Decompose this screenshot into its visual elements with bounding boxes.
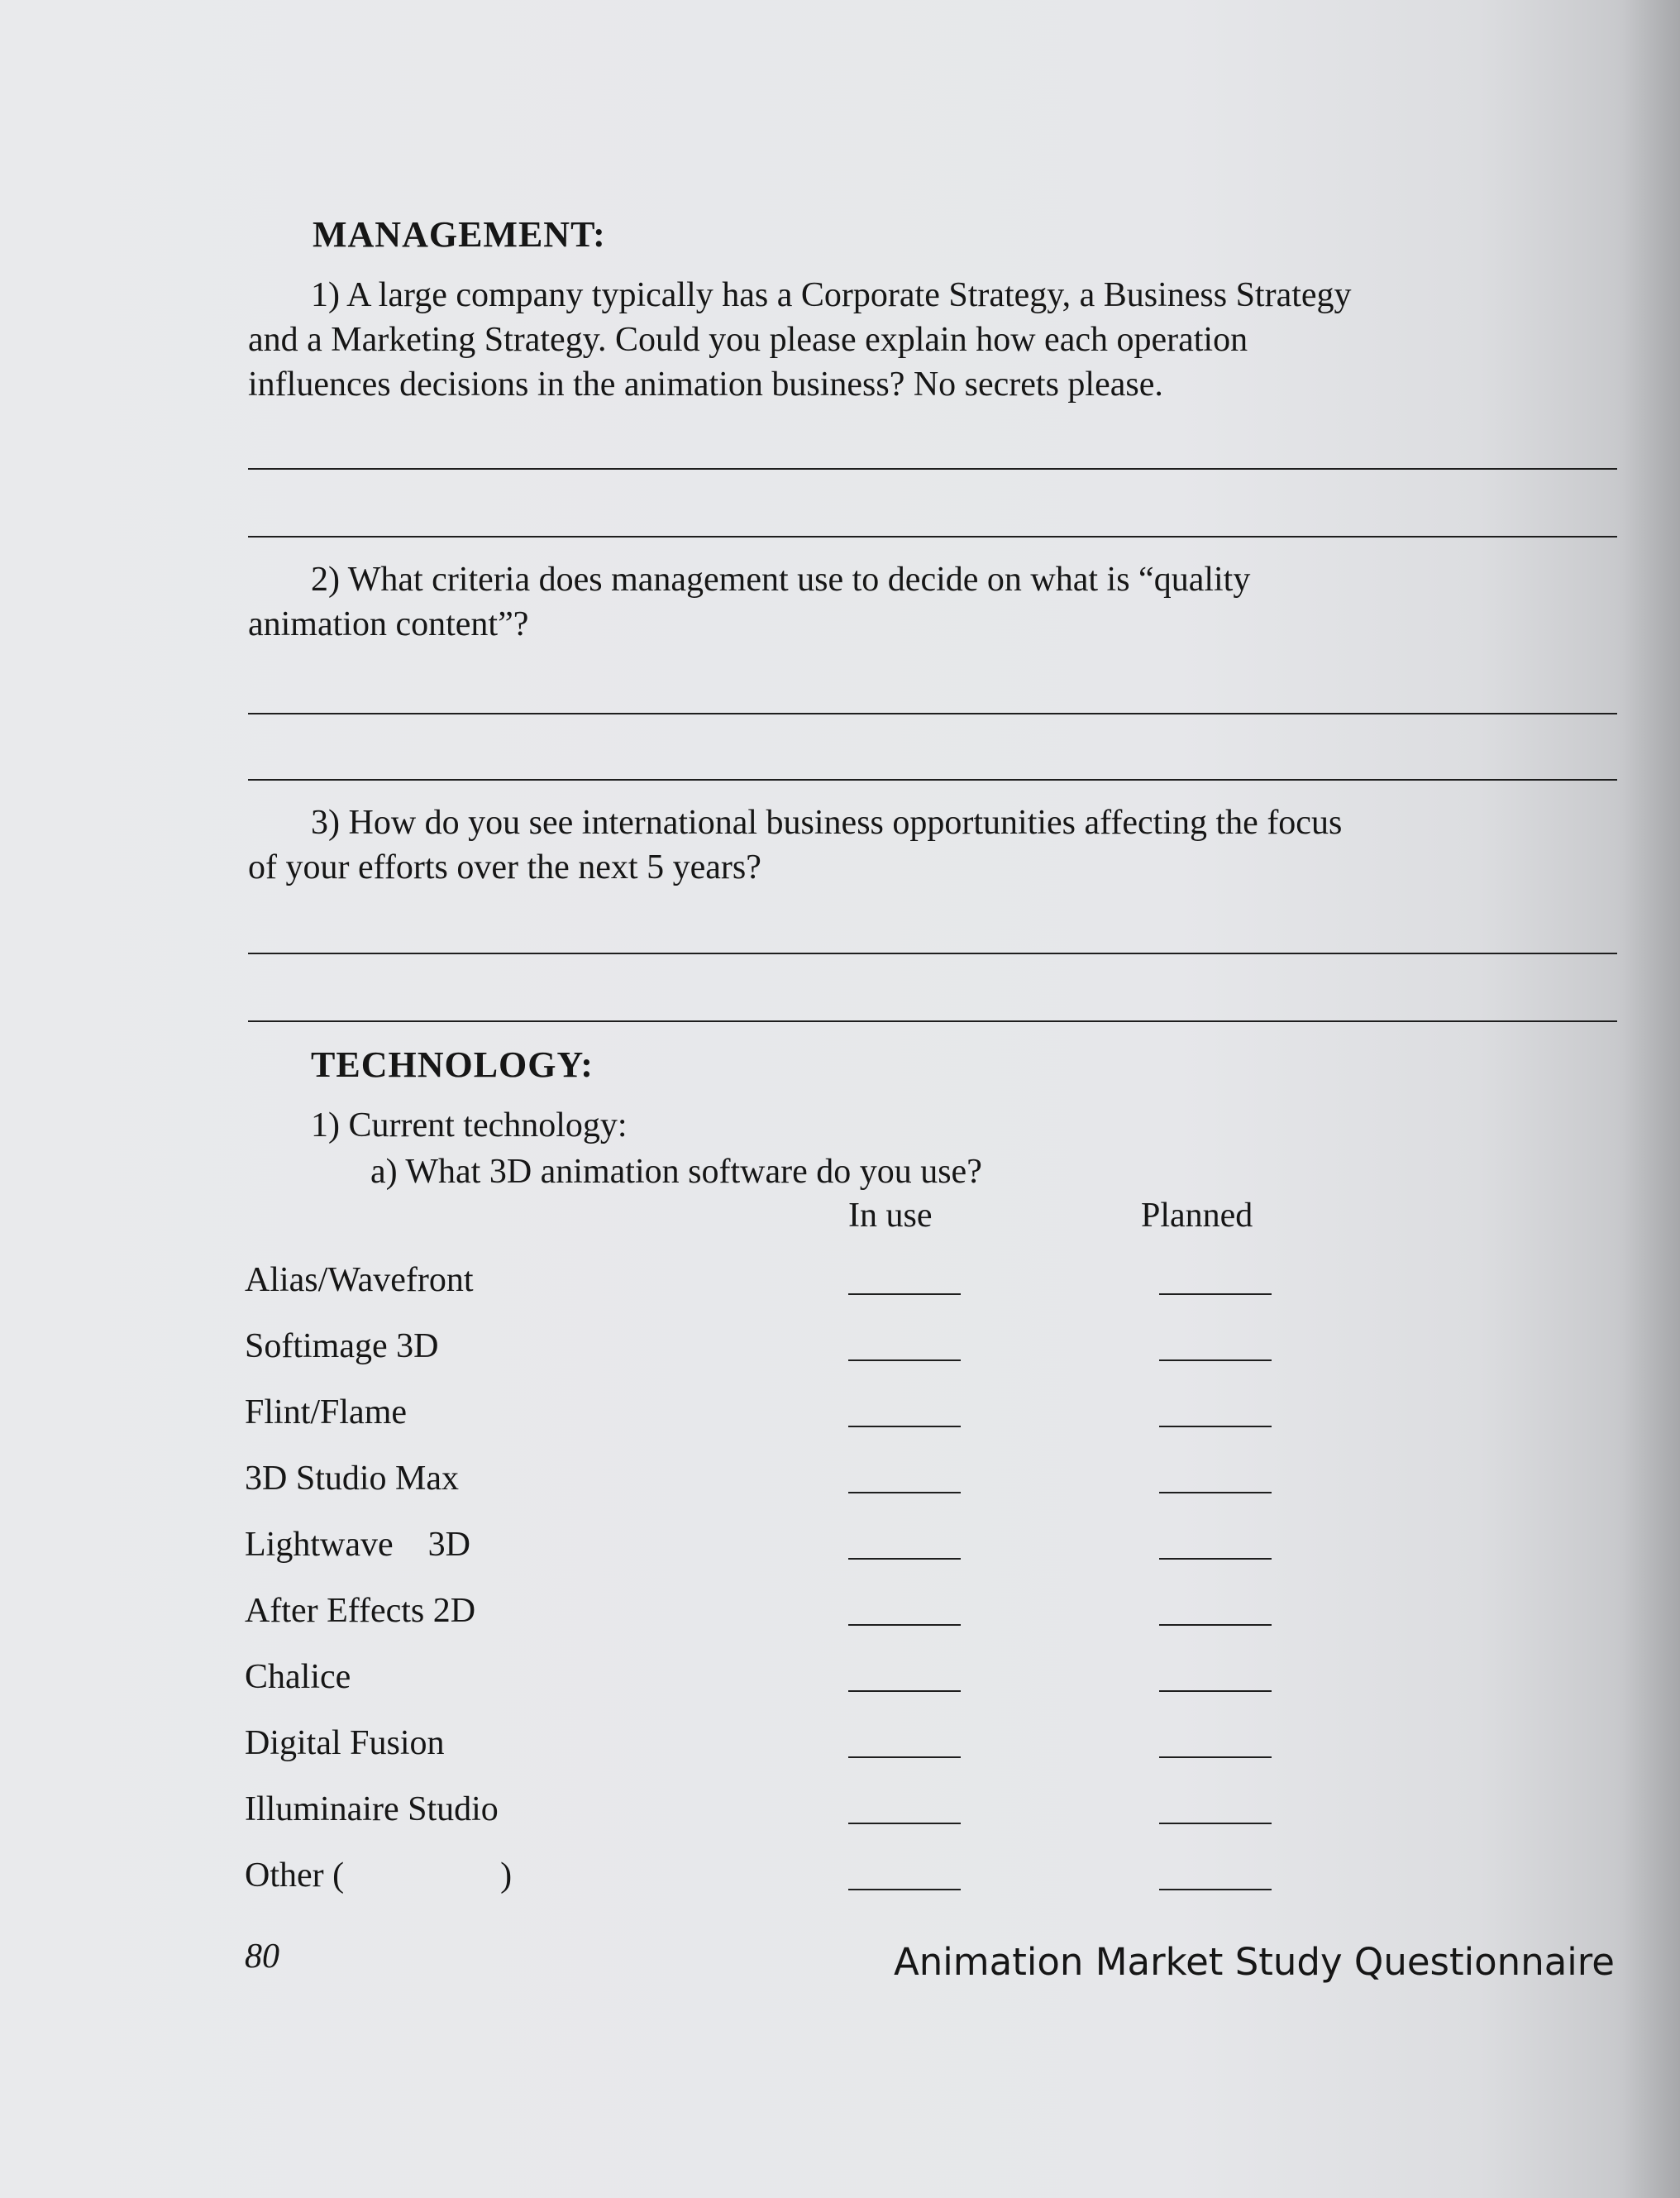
answer-line[interactable] <box>248 536 1617 538</box>
in-use-blank[interactable] <box>848 1690 961 1692</box>
in-use-blank[interactable] <box>848 1624 961 1626</box>
question-line: animation content”? <box>248 605 529 643</box>
software-row <box>245 1393 1278 1442</box>
column-header-in-use: In use <box>848 1197 933 1235</box>
software-row <box>245 1723 1278 1773</box>
in-use-blank[interactable] <box>848 1889 961 1890</box>
in-use-blank[interactable] <box>848 1426 961 1427</box>
software-name: Lightwave 3D <box>245 1526 470 1564</box>
in-use-blank[interactable] <box>848 1359 961 1361</box>
management-question-1 <box>248 273 1620 407</box>
answer-line[interactable] <box>248 779 1617 781</box>
question-line: of your efforts over the next 5 years? <box>248 848 761 886</box>
page-number: 80 <box>245 1938 279 1976</box>
in-use-blank[interactable] <box>848 1293 961 1295</box>
question-line: and a Marketing Strategy. Could you please explain how each operation <box>248 321 1248 359</box>
footer-title: Animation Market Study Questionnaire <box>893 1940 1615 1984</box>
question-line: 1) A large company typically has a Corporate Strategy, a Business Strategy <box>311 276 1352 314</box>
technology-question-1a: a) What 3D animation software do you use? <box>370 1153 982 1191</box>
software-name: After Effects 2D <box>245 1592 476 1630</box>
software-name: Softimage 3D <box>245 1327 439 1365</box>
software-name: Other ( ) <box>245 1856 513 1895</box>
planned-blank[interactable] <box>1159 1889 1272 1890</box>
planned-blank[interactable] <box>1159 1624 1272 1626</box>
in-use-blank[interactable] <box>848 1558 961 1560</box>
answer-line[interactable] <box>248 468 1617 470</box>
question-line: influences decisions in the animation business? No secrets please. <box>248 366 1163 404</box>
in-use-blank[interactable] <box>848 1823 961 1824</box>
software-row <box>245 1789 1278 1839</box>
in-use-blank[interactable] <box>848 1756 961 1758</box>
column-header-planned: Planned <box>1141 1197 1253 1235</box>
planned-blank[interactable] <box>1159 1293 1272 1295</box>
planned-blank[interactable] <box>1159 1426 1272 1427</box>
management-heading: MANAGEMENT: <box>313 214 606 255</box>
software-name: Alias/Wavefront <box>245 1261 474 1299</box>
question-line: 2) What criteria does management use to decide on what is “quality <box>311 561 1251 599</box>
answer-line[interactable] <box>248 1020 1617 1022</box>
software-name: Chalice <box>245 1658 351 1696</box>
question-line: 3) How do you see international business opportunities affecting the focus <box>311 804 1343 842</box>
answer-line[interactable] <box>248 953 1617 954</box>
technology-question-1: 1) Current technology: <box>311 1106 628 1144</box>
page-edge-shadow <box>1622 0 1680 2198</box>
software-row <box>245 1591 1278 1641</box>
planned-blank[interactable] <box>1159 1823 1272 1824</box>
software-row <box>245 1326 1278 1376</box>
planned-blank[interactable] <box>1159 1690 1272 1692</box>
planned-blank[interactable] <box>1159 1492 1272 1493</box>
software-row <box>245 1525 1278 1574</box>
software-name: Illuminaire Studio <box>245 1790 499 1828</box>
planned-blank[interactable] <box>1159 1359 1272 1361</box>
technology-heading: TECHNOLOGY: <box>311 1044 594 1085</box>
software-name: Flint/Flame <box>245 1393 408 1431</box>
answer-line[interactable] <box>248 713 1617 714</box>
in-use-blank[interactable] <box>848 1492 961 1493</box>
software-row <box>245 1459 1278 1508</box>
management-question-2 <box>248 557 1620 647</box>
management-question-3 <box>248 800 1620 890</box>
software-row <box>245 1657 1278 1707</box>
planned-blank[interactable] <box>1159 1756 1272 1758</box>
software-row <box>245 1260 1278 1310</box>
planned-blank[interactable] <box>1159 1558 1272 1560</box>
software-name: Digital Fusion <box>245 1724 445 1762</box>
software-name: 3D Studio Max <box>245 1460 460 1498</box>
software-row <box>245 1856 1278 1905</box>
